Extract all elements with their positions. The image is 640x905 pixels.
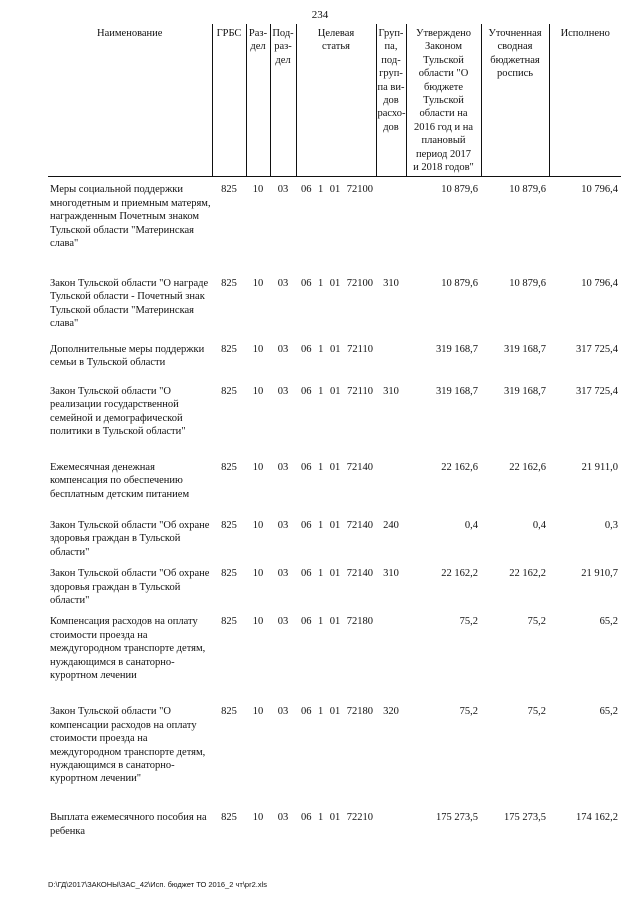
row-razdel: 10 [252,616,264,628]
row-podrazdel: 03 [277,568,289,580]
row-vid-rashodov [376,177,406,269]
table-row [48,335,621,377]
row-utverzhdeno: 75,2 [459,616,478,628]
row-name: Меры социальной поддержки многодетным и приемным матерям, награжденным Почетным знаком Тульской области "Материнская слава" [50,184,211,250]
table-row [48,511,621,559]
row-tselevaya-statya: 06 1 01 72100 [301,277,373,289]
row-grbs: 825 [221,343,237,355]
row-tselevaya-statya: 06 1 01 72140 [301,519,373,531]
row-ispolneno: 317 725,4 [576,385,618,397]
row-grbs: 825 [221,519,237,531]
row-name: Компенсация расходов на оплату стоимости проезда на междугородном транспорте детям, нуждающимся в санаторно-курортном лечении [50,616,206,682]
row-tselevaya-statya: 06 1 01 72110 [301,385,373,397]
row-name: Выплата ежемесячного пособия на ребенка [50,812,207,837]
row-name: Закон Тульской области "Об охране здоровья граждан в Тульской области" [50,519,210,558]
row-utochneno: 0,4 [532,519,546,531]
row-utverzhdeno: 22 162,6 [441,461,478,473]
row-razdel: 10 [252,706,264,718]
row-grbs: 825 [221,706,237,718]
header-grbs: ГРБС [212,24,246,177]
row-ispolneno: 317 725,4 [576,343,618,355]
row-utverzhdeno: 319 168,7 [436,343,478,355]
row-utochneno: 22 162,6 [509,461,546,473]
row-name: Закон Тульской области "О награде Тульской области - Почетный знак Тульской области "Материнская слава" [50,277,209,330]
row-grbs: 825 [221,568,237,580]
header-name: Наименование [48,24,212,177]
row-utverzhdeno: 10 879,6 [441,277,478,289]
row-utochneno: 10 879,6 [509,184,546,196]
row-tselevaya-statya: 06 1 01 72100 [301,184,373,196]
table-header-row [48,24,621,177]
budget-table [48,24,621,843]
row-utochneno: 75,2 [527,616,546,628]
table-row [48,607,621,697]
row-vid-rashodov [376,453,406,511]
table-row [48,697,621,803]
row-razdel: 10 [252,461,264,473]
row-ispolneno: 10 796,4 [581,184,618,196]
row-podrazdel: 03 [277,184,289,196]
row-utverzhdeno: 75,2 [459,706,478,718]
row-ispolneno: 65,2 [599,616,618,628]
table-row [48,453,621,511]
header-tselevaya-statya: Целевая статья [296,24,376,177]
row-razdel: 10 [252,385,264,397]
table-row [48,559,621,607]
row-vid-rashodov: 320 [383,706,399,718]
row-podrazdel: 03 [277,277,289,289]
row-tselevaya-statya: 06 1 01 72180 [301,706,373,718]
row-vid-rashodov [376,607,406,697]
row-razdel: 10 [252,812,264,824]
row-ispolneno: 65,2 [599,706,618,718]
row-razdel: 10 [252,568,264,580]
header-podrazdel: Под- раз- дел [270,24,296,177]
row-vid-rashodov: 240 [383,519,399,531]
row-utochneno: 22 162,2 [509,568,546,580]
row-utverzhdeno: 22 162,2 [441,568,478,580]
row-grbs: 825 [221,277,237,289]
row-utverzhdeno: 175 273,5 [436,812,478,824]
row-razdel: 10 [252,343,264,355]
row-tselevaya-statya: 06 1 01 72140 [301,461,373,473]
row-grbs: 825 [221,385,237,397]
row-name: Закон Тульской области "Об охране здоровья граждан в Тульской области" [50,568,210,606]
row-tselevaya-statya: 06 1 01 72210 [301,812,373,824]
row-podrazdel: 03 [277,706,289,718]
header-utochnennaya-rospis: Уточненная сводная бюджетная роспись [481,24,549,177]
table-row [48,377,621,453]
row-grbs: 825 [221,812,237,824]
row-razdel: 10 [252,184,264,196]
row-ispolneno: 0,3 [604,519,618,531]
row-tselevaya-statya: 06 1 01 72180 [301,616,373,628]
row-podrazdel: 03 [277,461,289,473]
row-utochneno: 319 168,7 [504,343,546,355]
row-grbs: 825 [221,461,237,473]
row-vid-rashodov: 310 [383,568,399,580]
header-gruppa-vidov-rashodov: Груп- па, под- груп- па ви- дов расхо- дов [376,24,406,177]
page-number: 234 [311,9,329,21]
header-utverzhdeno: Утверждено Законом Тульской области "О бюджете Тульской области на 2016 год и на плановый период 2017 и 2018 годов" [406,24,481,177]
row-vid-rashodov: 310 [383,385,399,397]
row-tselevaya-statya: 06 1 01 72140 [301,568,373,580]
row-name: Ежемесячная денежная компенсация по обеспечению бесплатным детским питанием [50,461,190,500]
row-utochneno: 319 168,7 [504,385,546,397]
row-ispolneno: 21 911,0 [581,461,618,473]
row-name: Дополнительные меры поддержки семьи в Тульской области [50,343,205,369]
row-grbs: 825 [221,184,237,196]
header-ispolneno: Исполнено [549,24,621,177]
table-row [48,803,621,843]
row-podrazdel: 03 [277,812,289,824]
row-utochneno: 10 879,6 [509,277,546,289]
row-vid-rashodov [376,335,406,377]
table-row [48,177,621,269]
row-podrazdel: 03 [277,616,289,628]
row-name: Закон Тульской области "О компенсации расходов на оплату стоимости проезда на междугородном транспорте детям, нуждающимся в санаторно-курортном лечении" [50,706,206,785]
row-grbs: 825 [221,616,237,628]
row-ispolneno: 10 796,4 [581,277,618,289]
row-podrazdel: 03 [277,385,289,397]
table-row [48,269,621,335]
row-razdel: 10 [252,519,264,531]
row-razdel: 10 [252,277,264,289]
row-podrazdel: 03 [277,343,289,355]
row-ispolneno: 21 910,7 [581,568,618,580]
row-utverzhdeno: 0,4 [464,519,478,531]
row-vid-rashodov [376,803,406,843]
row-utverzhdeno: 10 879,6 [441,184,478,196]
row-vid-rashodov: 310 [383,277,399,289]
row-utochneno: 175 273,5 [504,812,546,824]
file-path-footer: D:\ГД\2017\ЗАКОНЫ\ЗАС_42\Исп. бюджет ТО 2016_2 чт\pr2.xls [48,880,267,889]
row-utverzhdeno: 319 168,7 [436,385,478,397]
row-podrazdel: 03 [277,519,289,531]
row-ispolneno: 174 162,2 [576,812,618,824]
row-utochneno: 75,2 [527,706,546,718]
row-name: Закон Тульской области "О реализации государственной семейной и демографической политики в Тульской области" [50,385,186,438]
header-razdel: Раз- дел [246,24,270,177]
row-tselevaya-statya: 06 1 01 72110 [301,343,373,355]
